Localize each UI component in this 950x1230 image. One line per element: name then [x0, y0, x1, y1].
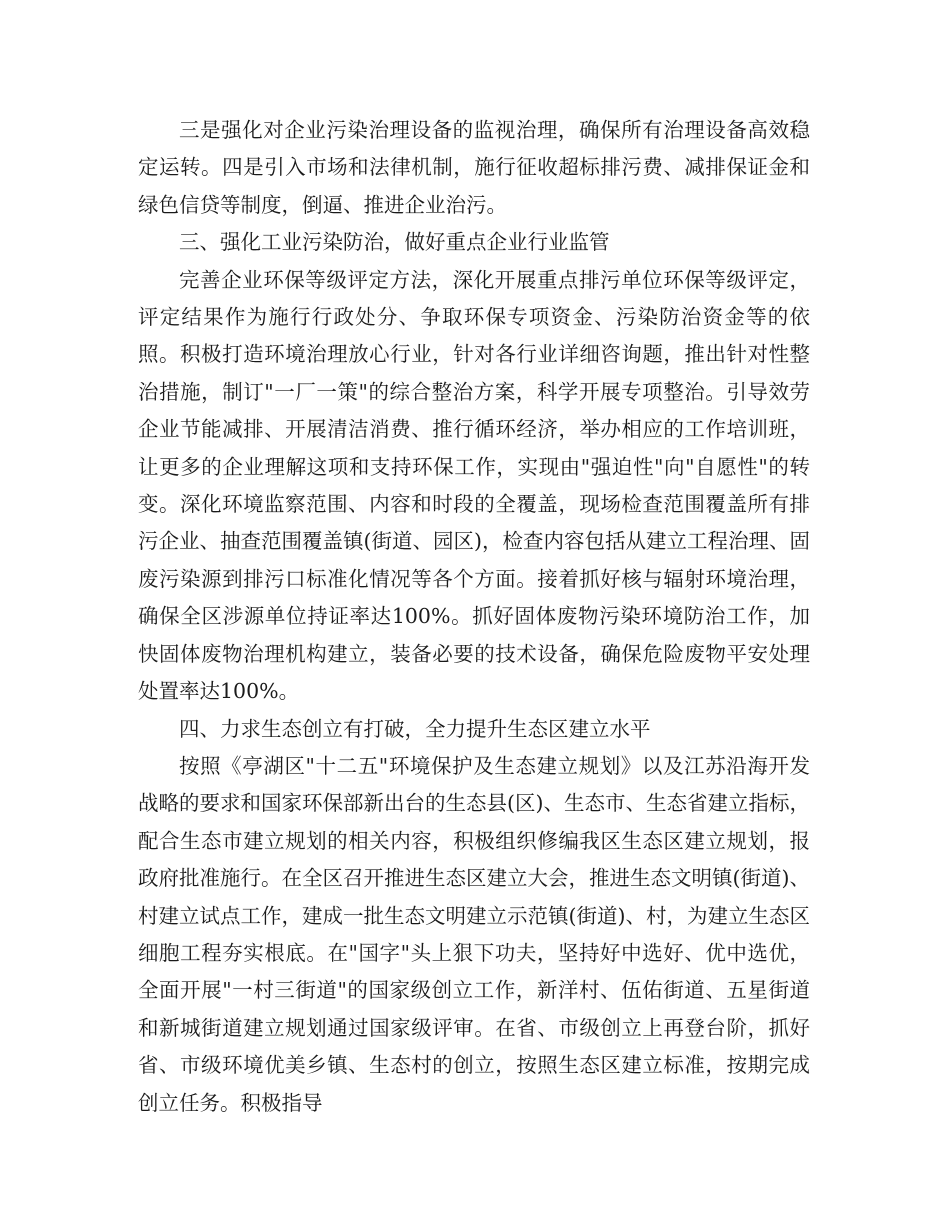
paragraph-ecological-plan: 按照《亭湖区"十二五"环境保护及生态建立规划》以及江苏沿海开发战略的要求和国家环保部新出台的生态县(区)、生态市、生态省建立指标，配合生态市建立规划的相关内容，积极组织修编我区生态区建立规划，报政府批准施行。在全区召开推进生态区建立大会，推进生态文明镇(街道)、村建立试点工作，建成一批生态文明建立示范镇(街道)、村，为建立生态区细胞工程夯实根底。在"国字"头上狠下功夫，坚持好中选好、优中选优，全面开展"一村三街道"的国家级创立工作，新洋村、伍佑街道、五星街道和新城街道建立规划通过国家级评审。在省、市级创立上再登台阶，抓好省、市级环境优美乡镇、生态村的创立，按照生态区建立标准，按期完成创立任务。积极指导 — [138, 753, 810, 1115]
section-heading-ecological-creation: 四、力求生态创立有打破，全力提升生态区建立水平 — [179, 716, 651, 741]
document-body — [138, 112, 810, 1122]
section-heading-industrial-pollution: 三、强化工业污染防治，做好重点企业行业监管 — [179, 230, 610, 255]
paragraph-pollution-facilities: 三是强化对企业污染治理设备的监视治理，确保所有治理设备高效稳定运转。四是引入市场和法律机制，施行征收超标排污费、减排保证金和绿色信贷等制度，倒逼、推进企业治污。 — [138, 118, 810, 217]
paragraph-enterprise-rating: 完善企业环保等级评定方法，深化开展重点排污单位环保等级评定，评定结果作为施行行政处分、争取环保专项资金、污染防治资金等的依照。积极打造环境治理放心行业，针对各行业详细咨询题，推出针对性整治措施，制订"一厂一策"的综合整治方案，科学开展专项整治。引导效劳企业节能减排、开展清洁消费、推行循环经济，举办相应的工作培训班，让更多的企业理解这项和支持环保工作，实现由"强迫性"向"自愿性"的转变。深化环境监察范围、内容和时段的全覆盖，现场检查范围覆盖所有排污企业、抽查范围覆盖镇(街道、园区)，检查内容包括从建立工程治理、固废污染源到排污口标准化情况等各个方面。接着抓好核与辐射环境治理，确保全区涉源单位持证率达100%。抓好固体废物污染环境防治工作，加快固体废物治理机构建立，装备必要的技术设备，确保危险废物平安处理处置率达100%。 — [138, 267, 810, 704]
